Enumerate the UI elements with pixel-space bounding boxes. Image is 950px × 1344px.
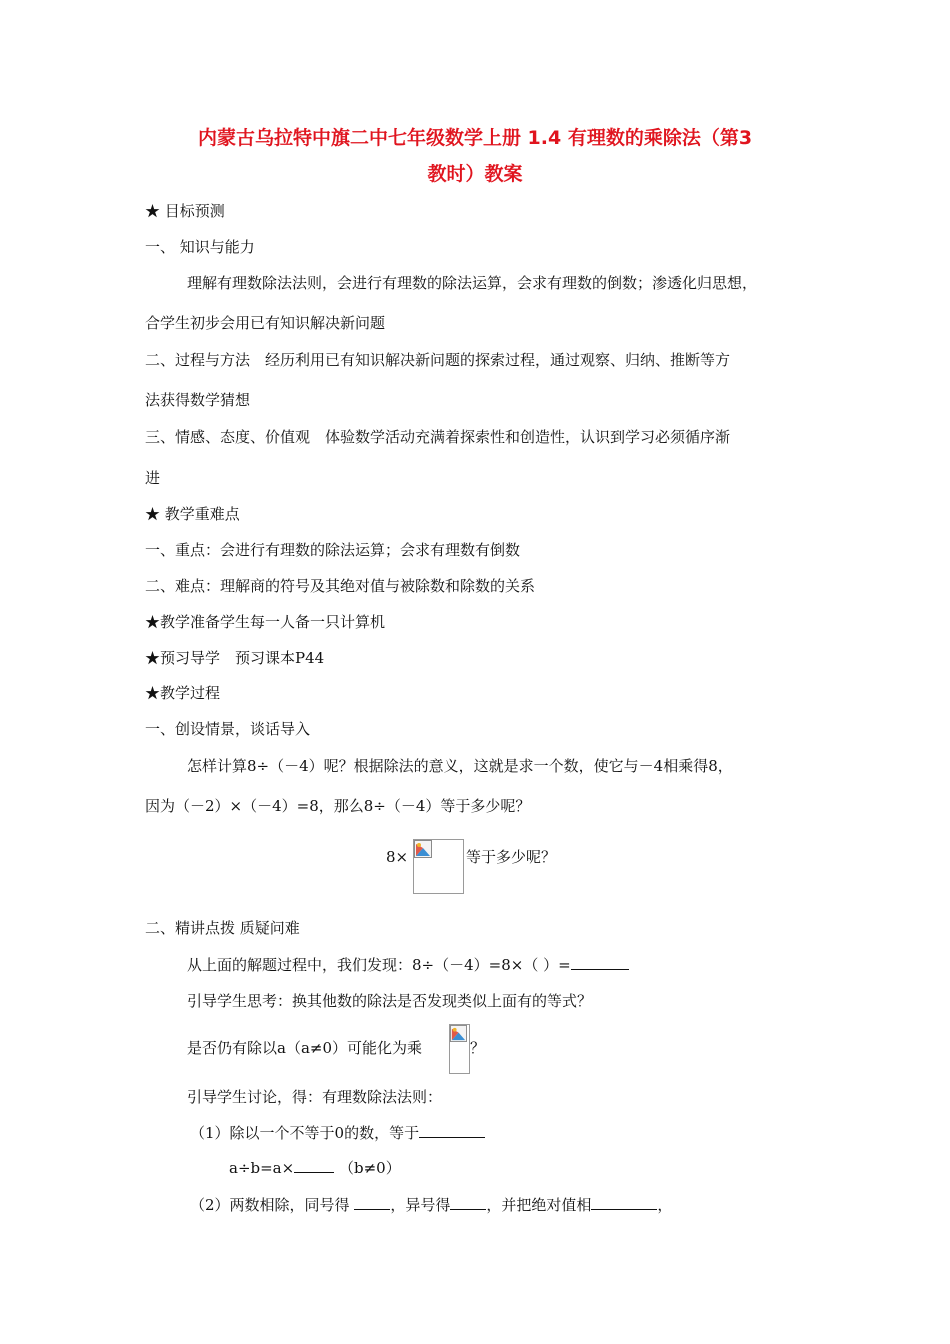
rule-2: [190, 1195, 672, 1215]
keypoints-heading: ★ 教学重难点: [145, 505, 240, 523]
process-paragraph-1: 二、过程与方法 经历利用已有知识解决新问题的探索过程，通过观察、归纳、推断等方: [145, 351, 731, 369]
preview-line: ★预习导学 预习课本P44: [145, 649, 325, 667]
rule-2-blank-3: [591, 1195, 657, 1210]
step2-paragraph-3-end: ？: [470, 1039, 486, 1057]
step2-paragraph-1: [187, 955, 629, 975]
rule-2-blank-1: [354, 1195, 390, 1210]
step2-paragraph-3: 是否仍有除以a（a≠0）可能化为乘: [187, 1039, 422, 1057]
answer-blank: [571, 955, 629, 970]
rule-1-formula-blank: [294, 1158, 334, 1173]
equation-left: 8×: [386, 848, 409, 866]
rule-1-blank: [419, 1123, 485, 1138]
rule-2-text-a: （2）两数相除，同号得: [190, 1196, 350, 1214]
knowledge-paragraph-1: 理解有理数除法法则，会进行有理数的除法运算，会求有理数的倒数；渗透化归思想，: [187, 274, 758, 292]
step2-paragraph-1-text: 从上面的解题过程中，我们发现：8÷（－4）=8×（ ）=: [187, 956, 571, 974]
rule-1-formula: [229, 1158, 401, 1178]
emotion-paragraph-1: 三、情感、态度、价值观 体验数学活动充满着探索性和创造性，认识到学习必须循序渐: [145, 428, 731, 446]
rule-1-formula-end: （b≠0）: [338, 1159, 401, 1177]
broken-image-icon: [414, 840, 432, 858]
step2-paragraph-2: 引导学生思考：换其他数的除法是否发现类似上面有的等式？: [187, 992, 593, 1010]
rule-2-text-b: ，异号得: [390, 1196, 451, 1214]
rule-2-blank-2: [450, 1195, 486, 1210]
step1-heading: 一、创设情景，谈话导入: [145, 720, 311, 738]
step2-paragraph-4: 引导学生讨论，得：有理数除法法则：: [187, 1088, 443, 1106]
broken-image-placeholder: [413, 839, 464, 894]
knowledge-paragraph-2: 合学生初步会用已有知识解决新问题: [145, 314, 386, 332]
emotion-paragraph-2: 进: [145, 469, 161, 487]
goals-heading: ★ 目标预测: [145, 202, 225, 220]
key-point-1: 一、重点：会进行有理数的除法运算；会求有理数有倒数: [145, 541, 521, 559]
step2-heading: 二、精讲点拨 质疑问难: [145, 919, 300, 937]
key-point-2: 二、难点：理解商的符号及其绝对值与被除数和除数的关系: [145, 577, 536, 595]
document-title-line-2: 教时）教案: [427, 163, 523, 185]
equation-right: 等于多少呢？: [466, 848, 557, 866]
rule-2-text-c: ，并把绝对值相: [486, 1196, 592, 1214]
step1-paragraph-2: 因为（－2）×（－4）=8，那么8÷（－4）等于多少呢？: [145, 797, 531, 815]
rule-2-text-d: ，: [657, 1196, 673, 1214]
preparation-line: ★教学准备学生每一人备一只计算机: [145, 613, 386, 631]
step1-paragraph-1: 怎样计算8÷（－4）呢？根据除法的意义，这就是求一个数，使它与－4相乘得8，: [187, 757, 733, 775]
process-heading: ★教学过程: [145, 684, 221, 702]
rule-1-formula-start: a÷b=a×: [229, 1159, 295, 1177]
broken-image-placeholder-2: [449, 1024, 470, 1074]
rule-1-text: （1）除以一个不等于0的数，等于: [190, 1124, 420, 1142]
process-paragraph-2: 法获得数学猜想: [145, 391, 251, 409]
document-title-line-1: 内蒙古乌拉特中旗二中七年级数学上册 1.4 有理数的乘除法（第3: [197, 127, 753, 149]
rule-1: [190, 1123, 485, 1143]
knowledge-heading: 一、 知识与能力: [145, 238, 255, 256]
broken-image-icon: [450, 1025, 467, 1042]
